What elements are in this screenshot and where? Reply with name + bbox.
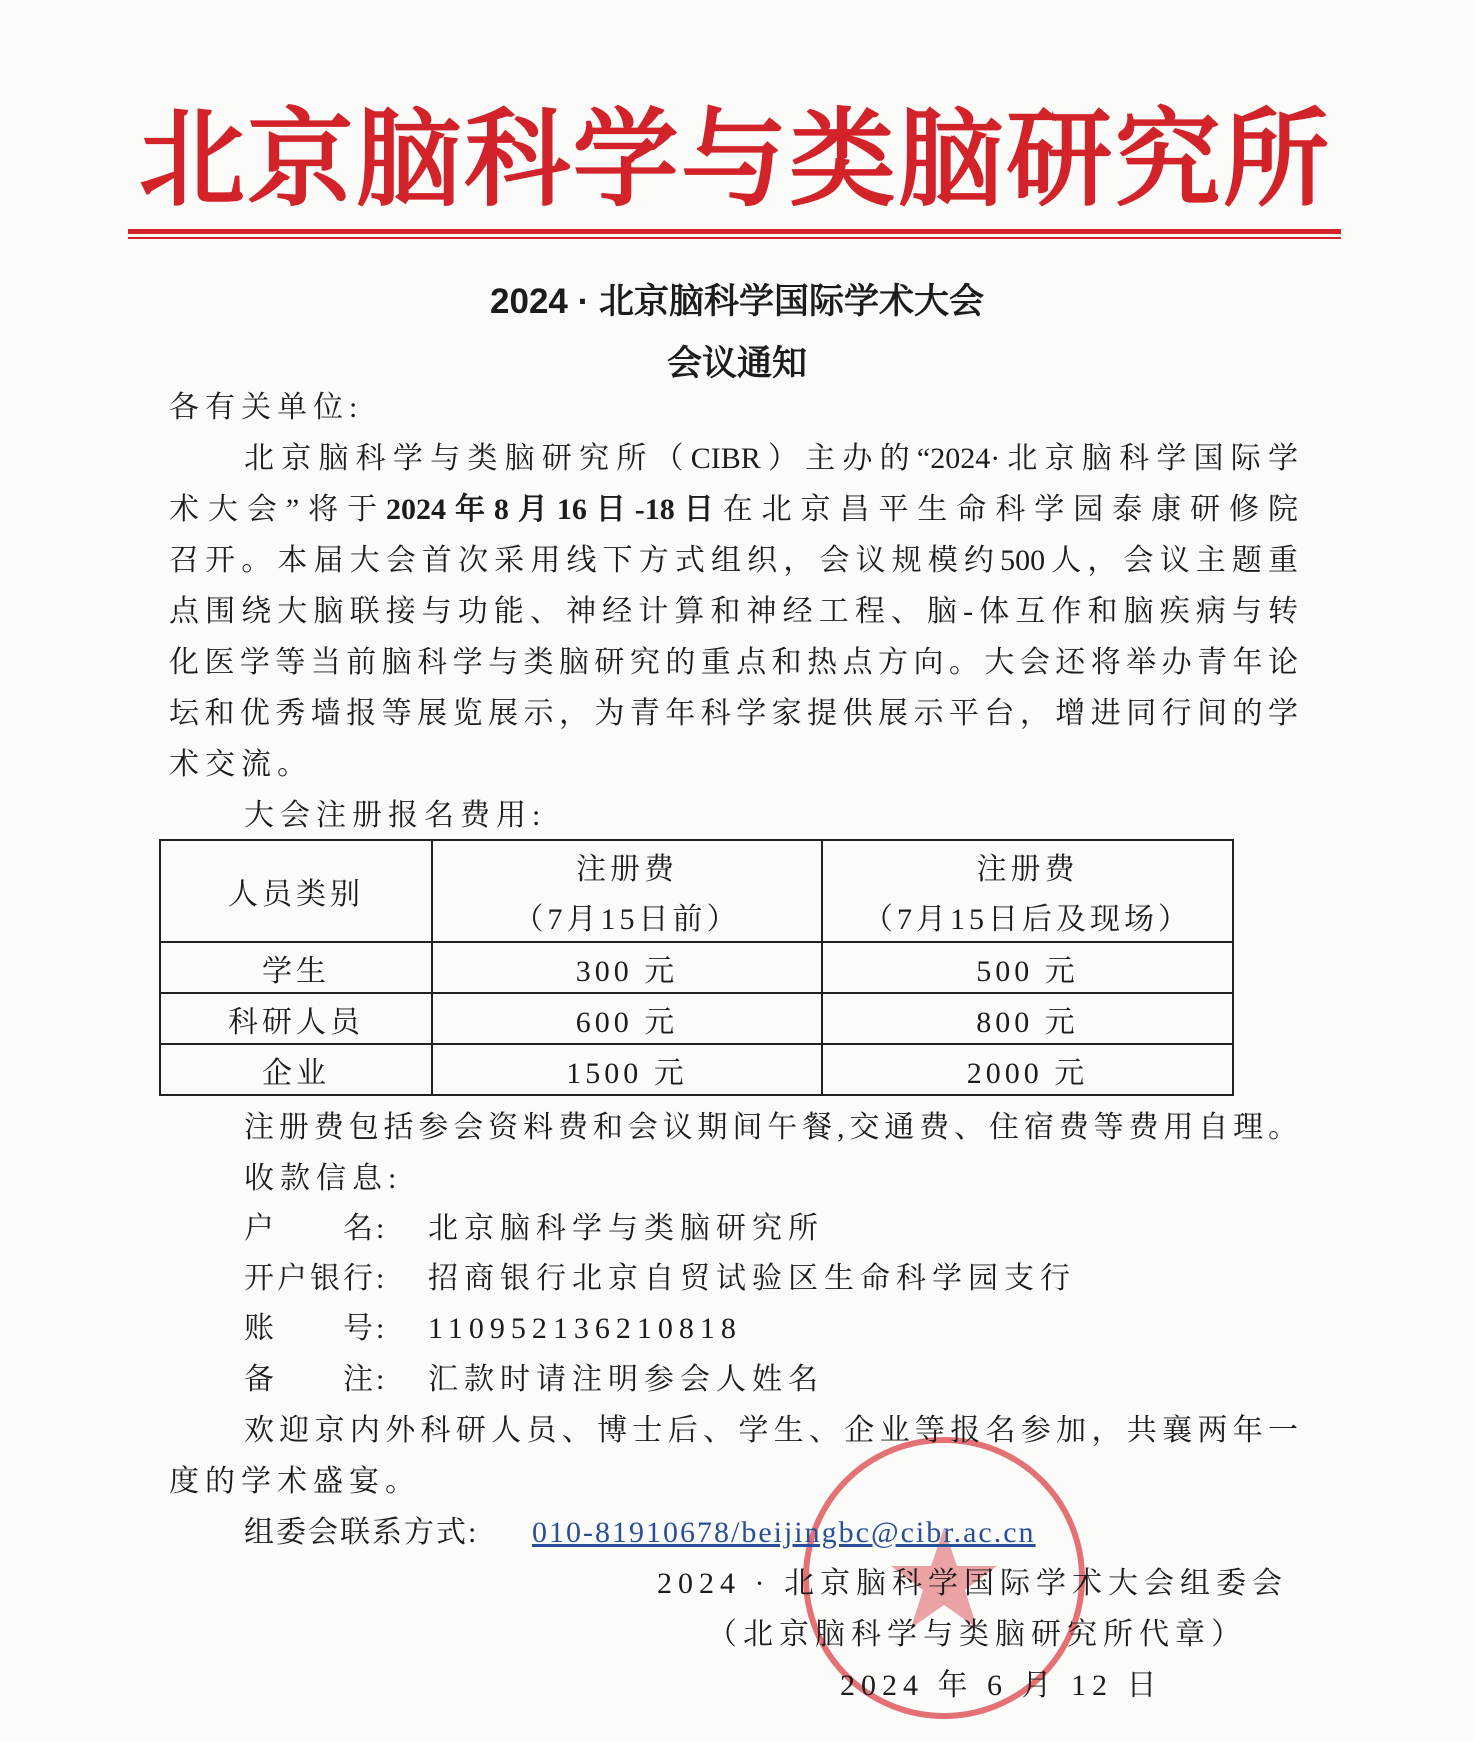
payment-heading: 收款信息: [244, 1162, 403, 1195]
intro-line: 点围绕大脑联接与功能、神经计算和神经工程、脑-体互作和脑疾病与转 [169, 595, 1298, 628]
cell-fee-early: 600 元 [432, 993, 822, 1044]
conference-dates: 2024年8月16日-18日 [386, 493, 723, 526]
intro-line: 术交流。 [169, 748, 313, 781]
intro-text: 术大会”将于 [169, 493, 387, 526]
payment-label: 账 号: [244, 1312, 388, 1345]
fee-note: 注册费包括参会资料费和会议期间午餐,交通费、住宿费等费用自理。 [244, 1111, 1298, 1144]
notice-subtitle: 会议通知 [666, 344, 807, 383]
header-fee-early-note: （7月15日前） [432, 891, 822, 942]
payment-label: 开户银行: [244, 1262, 388, 1295]
cell-fee-early: 300 元 [432, 942, 822, 993]
cell-category: 学生 [160, 942, 432, 993]
table-row [160, 942, 1233, 993]
account-number: 110952136210818 [428, 1312, 742, 1345]
intro-line: 化医学等当前脑科学与类脑研究的重点和热点方向。大会还将举办青年论 [169, 646, 1298, 679]
letterhead-rule [128, 229, 1341, 234]
header-fee-late-note: （7月15日后及现场） [822, 891, 1233, 942]
contact-email-link[interactable]: 010-81910678/beijingbc@cibr.ac.cn [532, 1516, 1036, 1549]
fee-heading: 大会注册报名费用: [244, 799, 547, 832]
signature-org: 2024 · 北京脑科学国际学术大会组委会 [657, 1567, 1288, 1600]
contact-label: 组委会联系方式: [244, 1516, 479, 1549]
header-fee-late: 注册费 [822, 840, 1233, 891]
contact-link[interactable] [532, 1507, 1036, 1558]
account-name: 北京脑科学与类脑研究所 [428, 1212, 824, 1245]
cell-fee-early: 1500 元 [432, 1044, 822, 1095]
payment-label: 户 名: [244, 1212, 388, 1245]
cell-fee-late: 800 元 [822, 993, 1233, 1044]
intro-line-date [169, 484, 1298, 535]
header-fee-early: 注册费 [432, 840, 822, 891]
payment-remark: 汇款时请注明参会人姓名 [428, 1363, 824, 1396]
signature-seal-note: （北京脑科学与类脑研究所代章） [707, 1618, 1247, 1651]
welcome-line: 欢迎京内外科研人员、博士后、学生、企业等报名参加，共襄两年一 [244, 1414, 1298, 1447]
cell-fee-late: 500 元 [822, 942, 1233, 993]
table-row [160, 993, 1233, 1044]
notice-title: 2024 · 北京脑科学国际学术大会 [490, 282, 984, 321]
cell-category: 科研人员 [160, 993, 432, 1044]
bank-name: 招商银行北京自贸试验区生命科学园支行 [428, 1262, 1076, 1295]
intro-line: 坛和优秀墙报等展览展示，为青年科学家提供展示平台，增进同行间的学 [169, 697, 1298, 730]
table-row [160, 1044, 1233, 1095]
fee-table [159, 839, 1234, 1096]
letterhead-title: 北京脑科学与类脑研究所 [139, 102, 1329, 219]
intro-line: 召开。本届大会首次采用线下方式组织，会议规模约500人，会议主题重 [169, 544, 1298, 577]
salutation: 各有关单位: [169, 391, 364, 424]
intro-line: 北京脑科学与类脑研究所（CIBR）主办的“2024·北京脑科学国际学 [244, 442, 1298, 475]
cell-category: 企业 [160, 1044, 432, 1095]
intro-text: 在北京昌平生命科学园泰康研修院 [722, 493, 1298, 526]
header-category: 人员类别 [160, 840, 432, 942]
signature-date: 2024 年 6 月 12 日 [840, 1669, 1163, 1702]
letterhead-rule-thin [128, 237, 1341, 239]
welcome-line: 度的学术盛宴。 [169, 1465, 421, 1498]
cell-fee-late: 2000 元 [822, 1044, 1233, 1095]
payment-label: 备 注: [244, 1363, 388, 1396]
